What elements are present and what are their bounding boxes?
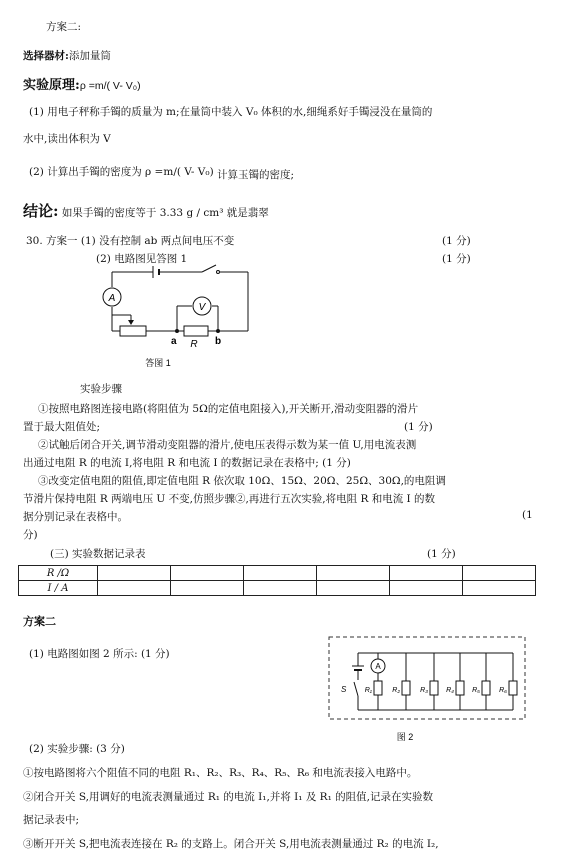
- scheme2-heading: 方案二: [23, 615, 56, 628]
- circuit-diagram-1: [90, 262, 265, 372]
- scheme2-circuit-line: (1) 电路图如图 2 所示: (1 分): [29, 648, 170, 660]
- step-3-line-b: 节滑片保持电阻 R 两端电压 U 不变,仿照步骤②,再进行五次实验,将电阻 R 和电流 I 的数: [23, 493, 436, 505]
- scheme2-step-2-b: 据记录表中;: [23, 814, 80, 826]
- ammeter-label: A: [108, 293, 116, 304]
- table-score: (1 分): [427, 548, 456, 560]
- q30-score1: (1 分): [442, 235, 471, 247]
- figure2-caption: 图 2: [396, 732, 414, 742]
- fig2-r6-label: R₆: [499, 687, 507, 694]
- equipment-value: 添加量筒: [68, 50, 111, 62]
- fig2-r2-label: R₂: [392, 687, 400, 694]
- fig2-r1-label: R₁: [364, 687, 372, 694]
- fig2-r3-label: R₃: [420, 687, 428, 694]
- resistor-icon: [374, 681, 382, 695]
- table-row: [19, 566, 536, 581]
- principle-line: [23, 74, 141, 93]
- point-a-label: a: [171, 336, 177, 347]
- scheme2-step-3: ③断开开关 S,把电流表连接在 R₂ 的支路上。闭合开关 S,用电流表测量通过 R₂ 的电流 I₂,: [23, 838, 439, 850]
- step-2-line-a: ②试触后闭合开关,调节滑动变阻器的滑片,使电压表得示数为某一值 U,用电流表测: [38, 439, 417, 451]
- equipment-label: 选择器材:: [23, 50, 69, 62]
- step-1-line-b: 置于最大阻值处;: [23, 421, 101, 433]
- row-header-i: I / A: [19, 581, 98, 596]
- circuit-diagram-2: [328, 636, 528, 748]
- table-title: (三) 实验数据记录表: [50, 548, 146, 560]
- principle-label: 实验原理:: [23, 78, 80, 93]
- resistor-icon: [509, 681, 517, 695]
- voltmeter-label: V: [198, 302, 206, 313]
- conclusion-line: [23, 200, 269, 221]
- q30-score2: (1 分): [442, 253, 471, 265]
- step-3-score-b: 分): [23, 529, 38, 541]
- conclusion-text: 如果手镯的密度等于 3.33 g / cm³ 就是翡翠: [61, 207, 269, 219]
- table-row: [19, 581, 536, 596]
- step-1-line-a: ①按照电路图连接电路(将阻值为 5Ω的定值电阻接入),开关断开,滑动变阻器的滑片: [38, 403, 419, 415]
- q30-line1: 30. 方案一 (1) 没有控制 ab 两点间电压不变: [26, 235, 235, 247]
- resistor-icon: [402, 681, 410, 695]
- row-header-r: R /Ω: [19, 566, 98, 581]
- resistor-icon: [482, 681, 490, 695]
- fig2-ammeter-label: A: [375, 662, 381, 671]
- step-1-score: (1 分): [404, 421, 433, 433]
- fig2-r4-label: R₄: [446, 687, 454, 694]
- scheme2-intro-heading: 方案二:: [46, 21, 82, 33]
- point-b-label: b: [215, 336, 222, 347]
- resistor-icon: [430, 681, 438, 695]
- data-record-table: [18, 565, 536, 596]
- step2-tail: 计算玉镯的密度;: [217, 169, 295, 181]
- fig2-switch-label: S: [341, 685, 347, 694]
- steps-title: 实验步骤: [80, 383, 122, 395]
- scheme2-step-1: ①按电路图将六个阻值不同的电阻 R₁、R₂、R₃、R₄、R₅、R₆ 和电流表接入电路中。: [23, 767, 418, 779]
- q30-line2: (2) 电路图见答图 1: [96, 253, 188, 265]
- figure1-caption: 答图 1: [145, 358, 171, 368]
- step1-line2: 水中,读出体积为 V: [23, 133, 111, 145]
- equipment-line: [23, 48, 111, 63]
- step-3-score-a: (1: [522, 509, 533, 521]
- step2-line: [29, 164, 294, 179]
- fig2-r5-label: R₅: [472, 687, 480, 694]
- step-3-line-c: 据分别记录在表格中。: [23, 511, 128, 523]
- step-3-line-a: ③改变定值电阻的阻值,即定值电阻 R 依次取 10Ω、15Ω、20Ω、25Ω、30Ω,的电阻调: [38, 475, 446, 487]
- step2-formula: (2) 计算出手镯的密度为 ρ =m/( V- V₀): [29, 166, 214, 178]
- scheme2-steps-line: (2) 实验步骤: (3 分): [29, 743, 125, 755]
- step-2-line-b: 出通过电阻 R 的电流 I,将电阻 R 和电流 I 的数据记录在表格中; (1 分): [23, 457, 351, 469]
- resistor-label-r: R: [190, 339, 198, 350]
- conclusion-label: 结论:: [23, 202, 59, 220]
- resistor-icon: [456, 681, 464, 695]
- principle-formula: ρ =m/( V- V₀): [79, 80, 141, 92]
- scheme2-step-2-a: ②闭合开关 S,用调好的电流表测量通过 R₁ 的电流 I₁,并将 I₁ 及 R₁ 的阻值,记录在实验数: [23, 791, 433, 803]
- step1-line1: (1) 用电子秤称手镯的质量为 m;在量筒中装入 V₀ 体积的水,细绳系好手镯浸没在量筒的: [29, 106, 433, 118]
